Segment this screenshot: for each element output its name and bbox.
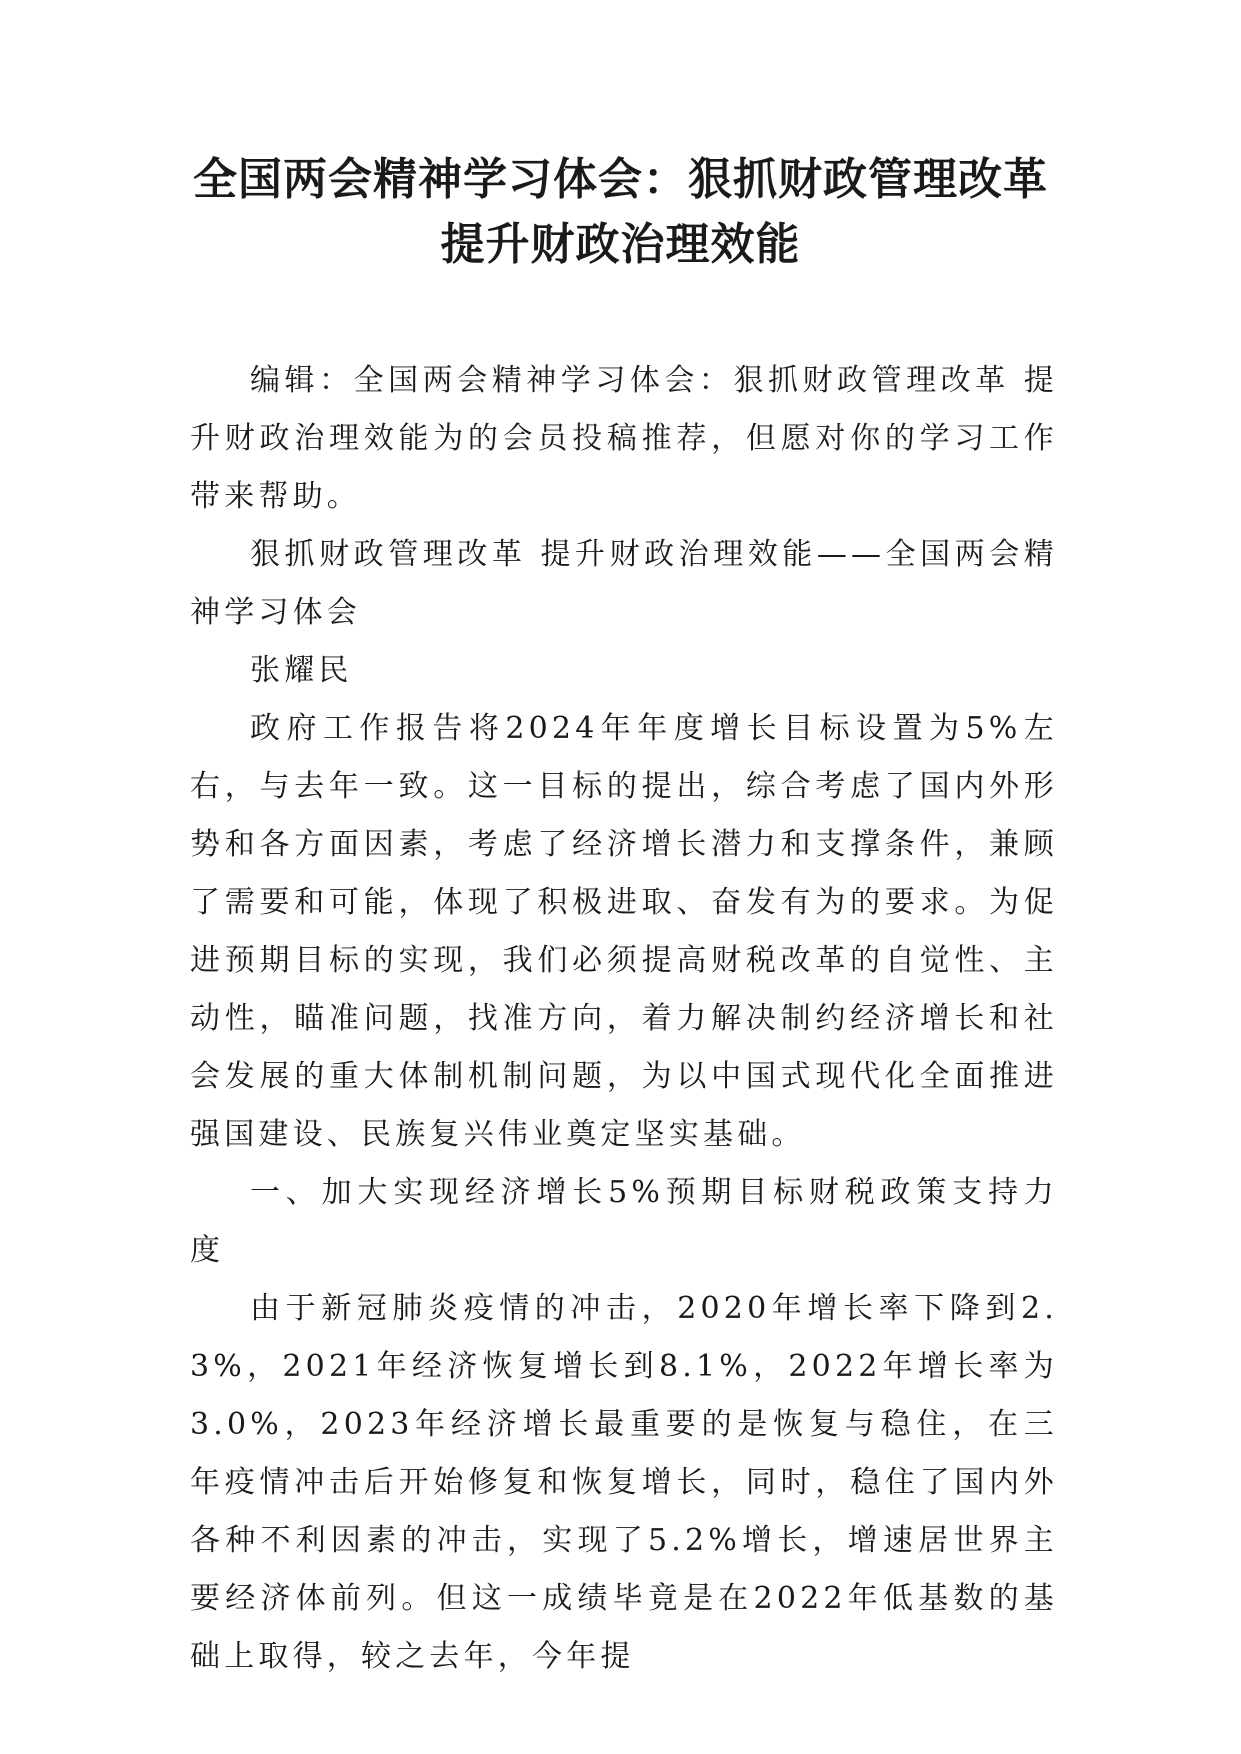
- section-heading: 一、加大实现经济增长5%预期目标财税政策支持力度: [190, 1175, 1058, 1268]
- body-paragraph: 政府工作报告将2024年年度增长目标设置为5%左右，与去年一致。这一目标的提出，综合考虑了国内外形势和各方面因素，考虑了经济增长潜力和支撑条件，兼顾了需要和可能，体现了积极进取、奋发有为的要求。为促进预期目标的实现，我们必须提高财税改革的自觉性、主动性，瞄准问题，找准方向，着力解决制约经济增长和社会发展的重大体制机制问题，为以中国式现代化全面推进强国建设、民族复兴伟业奠定坚实基础。: [190, 711, 1058, 1152]
- editor-note-paragraph: 编辑：全国两会精神学习体会：狠抓财政管理改革 提升财政治理效能为的会员投稿推荐，但愿对你的学习工作带来帮助。: [190, 363, 1058, 514]
- document-title-line-1: 全国两会精神学习体会：狠抓财政管理改革: [193, 154, 1048, 205]
- document-body: [190, 352, 1058, 1686]
- body-paragraph: 由于新冠肺炎疫情的冲击，2020年增长率下降到2.3%，2021年经济恢复增长到8.1%，2022年增长率为3.0%，2023年经济增长最重要的是恢复与稳住，在三年疫情冲击后开始修复和恢复增长，同时，稳住了国内外各种不利因素的冲击，实现了5.2%增长，增速居世界主要经济体前列。但这一成绩毕竟是在2022年低基数的基础上取得，较之去年，今年提: [190, 1291, 1058, 1674]
- author-name: 张耀民: [250, 653, 353, 688]
- document-title-line-2: 提升财政治理效能: [440, 219, 801, 270]
- article-heading-paragraph: 狠抓财政管理改革 提升财政治理效能——全国两会精神学习体会: [190, 537, 1058, 630]
